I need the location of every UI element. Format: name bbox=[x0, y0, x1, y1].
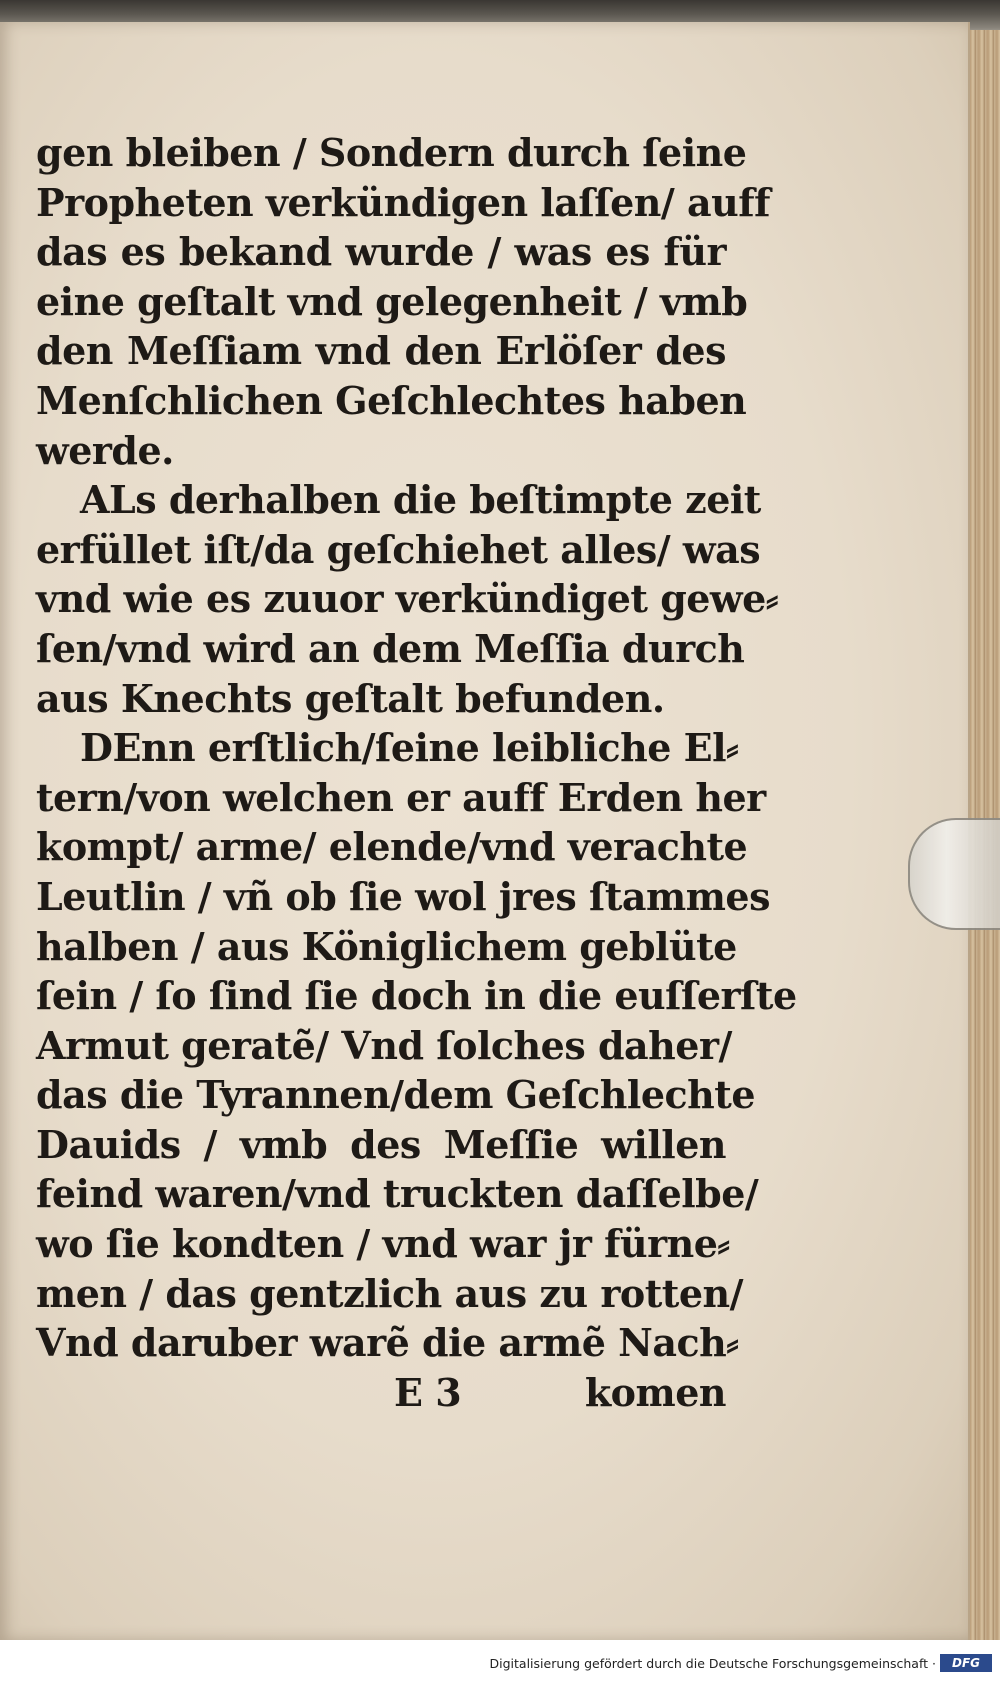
dfg-logo: DFG bbox=[940, 1654, 992, 1672]
signature-line bbox=[36, 1368, 726, 1418]
text-line: feind waren/vnd truckten daſſelbe/ bbox=[36, 1171, 759, 1217]
paragraph-start-line: ALs derhalben die beſtimpte zeit bbox=[80, 477, 761, 523]
text-line: Armut geratẽ/ Vnd ſolches daher/ bbox=[36, 1022, 732, 1068]
text-line: kompt/ arme/ elende/vnd verachte bbox=[36, 824, 748, 870]
text-line: wo ſie kondten / vnd war jr fürne⸗ bbox=[36, 1221, 730, 1267]
text-line: den Meſſiam vnd den Erlöſer des bbox=[36, 328, 726, 374]
funding-credit: Digitalisierung gefördert durch die Deutsche Forschungsgemeinschaft · bbox=[489, 1656, 936, 1671]
text-line: eine geſtalt vnd gelegenheit / vmb bbox=[36, 278, 748, 324]
text-line: Leutlin / vñ ob ſie wol jres ſtammes bbox=[36, 873, 770, 919]
text-line: das es bekand wurde / was es für bbox=[36, 229, 726, 275]
text-line: ſen/vnd wird an dem Meſſia durch bbox=[36, 625, 745, 671]
text-line: aus Knechts geſtalt befunden. bbox=[36, 675, 665, 721]
book-clamp bbox=[908, 818, 1000, 930]
text-line: werde. bbox=[36, 427, 174, 473]
page-text-block bbox=[36, 128, 797, 1417]
text-line: Vnd daruber warẽ die armẽ Nach⸗ bbox=[36, 1320, 739, 1366]
text-line: halben / aus Königlichem geblüte bbox=[36, 923, 737, 969]
text-line: gen bleiben / Sondern durch ſeine bbox=[36, 130, 747, 175]
text-line: vnd wie es zuuor verkündiget gewe⸗ bbox=[36, 576, 778, 622]
digitization-footer bbox=[0, 1640, 1000, 1686]
text-line: Dauids / vmb des Meſſie willen bbox=[36, 1121, 726, 1167]
catchword: komen bbox=[584, 1369, 726, 1415]
text-line: men / das gentzlich aus zu rotten/ bbox=[36, 1270, 744, 1316]
signature-mark: E 3 bbox=[394, 1369, 462, 1415]
text-line: Menſchlichen Geſchlechtes haben bbox=[36, 377, 747, 423]
text-line: erfüllet iſt/da geſchiehet alles/ was bbox=[36, 526, 761, 572]
text-line: das die Tyrannen/dem Geſchlechte bbox=[36, 1072, 756, 1118]
paragraph-start-line: DEnn erſtlich/ſeine leibliche El⸗ bbox=[80, 725, 739, 771]
text-line: ſein / ſo ſind ſie doch in die euſſerſte bbox=[36, 973, 797, 1019]
text-line: Propheten verkündigen laſſen/ auff bbox=[36, 179, 770, 225]
text-line: tern/von welchen er auff Erden her bbox=[36, 774, 766, 820]
book-page bbox=[0, 22, 970, 1640]
